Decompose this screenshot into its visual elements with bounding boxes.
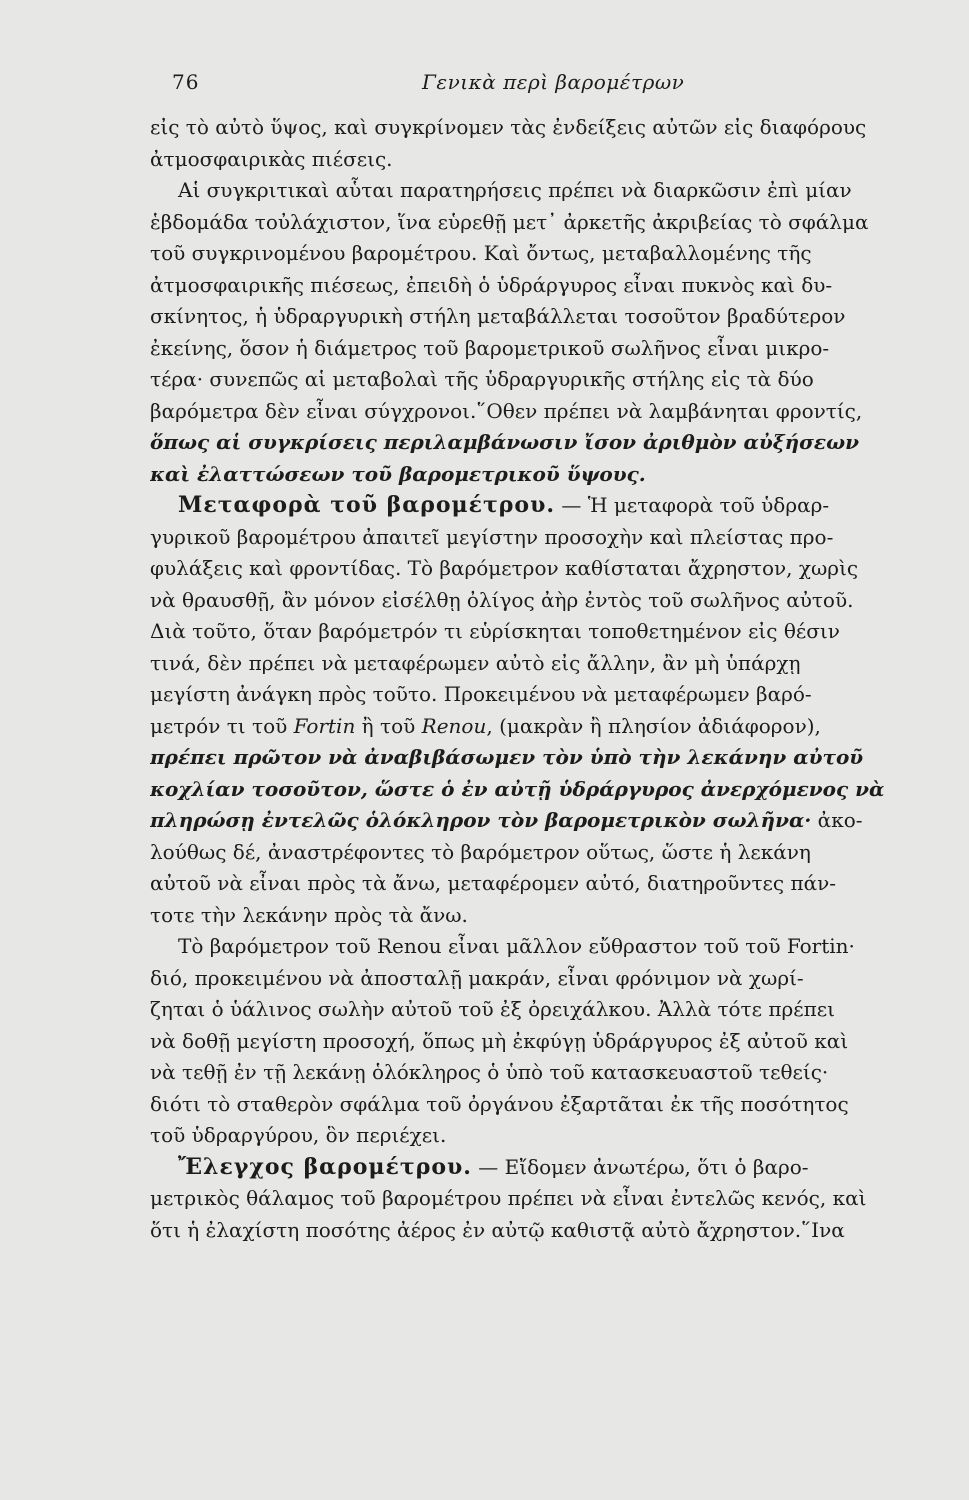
text-line: λούθως δέ, ἀναστρέφοντες τὸ βαρόμετρον οὕτως, ὥστε ἡ λεκάνη — [150, 839, 811, 864]
emphasis-line: ὅπως αἱ συγκρίσεις περιλαμβάνωσιν ἴσον ἀριθμὸν αὐξήσεων — [150, 430, 860, 454]
section-start-line — [150, 1152, 895, 1184]
text-line: γυρικοῦ βαρομέτρου ἀπαιτεῖ μεγίστην προσοχὴν καὶ πλείστας προ- — [150, 524, 834, 549]
text-line: νὰ θραυσθῇ, ἂν μόνον εἰσέλθῃ ὀλίγος ἀὴρ ἐντὸς τοῦ σωλῆνος αὐτοῦ. — [150, 587, 854, 612]
text-line: ἑβδομάδα τοὐλάχιστον, ἵνα εὑρεθῇ μετ᾽ ἀρκετῆς ἀκριβείας τὸ σφάλμα — [150, 209, 869, 234]
section-heading-check: Ἔλεγχος βαρομέτρου. — [178, 1153, 472, 1180]
text-line: ὅτι ἡ ἐλαχίστη ποσότης ἀέρος ἐν αὐτῷ καθιστᾷ αὐτὸ ἄχρηστον.῞Ινα — [150, 1217, 845, 1242]
text-line: ἐκείνης, ὅσον ἡ διάμετρος τοῦ βαρομετρικοῦ σωλῆνος εἶναι μικρο- — [150, 335, 830, 360]
text-line: τοτε τὴν λεκάνην πρὸς τὰ ἄνω. — [150, 902, 468, 927]
emphasis-line: καὶ ἐλαττώσεων τοῦ βαρομετρικοῦ ὕψους. — [150, 461, 646, 486]
text-line: βαρόμετρα δὲν εἶναι σύγχρονοι.῞Οθεν πρέπει νὰ λαμβάνηται φροντίς, — [150, 398, 863, 423]
text-line: νὰ δοθῇ μεγίστη προσοχή, ὅπως μὴ ἐκφύγῃ ὑδράργυρος ἐξ αὐτοῦ καὶ — [150, 1028, 849, 1053]
text-line: τοῦ ὑδραργύρου, ὃν περιέχει. — [150, 1123, 447, 1147]
page-number: 76 — [172, 70, 200, 94]
section-heading-transport: Μεταφορὰ τοῦ βαρομέτρου. — [178, 492, 556, 518]
paragraph-start-line: Τὸ βαρόμετρον τοῦ Renou εἶναι μᾶλλον εὔθραστον τοῦ τοῦ Fortin· — [178, 934, 855, 958]
text-line: τοῦ συγκρινομένου βαρομέτρου. Καὶ ὄντως, μεταβαλλομένης τῆς — [150, 241, 812, 265]
section-heading-continuation: — Εἴδομεν ἀνωτέρω, ὅτι ὁ βαρο- — [471, 1154, 809, 1179]
text-line: μετρικὸς θάλαμος τοῦ βαρομέτρου πρέπει νὰ εἶναι ἐντελῶς κενός, καὶ — [150, 1186, 867, 1210]
text-line: ἀτμοσφαιρικῆς πιέσεως, ἐπειδὴ ὁ ὑδράργυρος εἶναι πυκνὸς καὶ δυ- — [150, 272, 833, 297]
text-fragment: ἀκο- — [811, 808, 863, 832]
text-line: ἀτμοσφαιρικὰς πιέσεις. — [150, 146, 393, 171]
text-line: τινά, δὲν πρέπει νὰ μεταφέρωμεν αὐτὸ εἰς ἄλλην, ἂν μὴ ὑπάρχῃ — [150, 650, 801, 675]
text-line-with-names — [150, 711, 895, 743]
text-line: διότι τὸ σταθερὸν σφάλμα τοῦ ὀργάνου ἐξαρτᾶται ἐκ τῆς ποσότητος — [150, 1091, 849, 1116]
text-fragment: , (μακρὰν ἢ πλησίον ἀδιάφορον), — [486, 713, 821, 738]
emphasis-line: πρέπει πρῶτον νὰ ἀναβιβάσωμεν τὸν ὑπὸ τὴν λεκάνην αὐτοῦ — [150, 745, 864, 769]
section-start-line — [150, 490, 895, 522]
text-line: τέρα· συνεπῶς αἱ μεταβολαὶ τῆς ὑδραργυρικῆς στήλης εἰς τὰ δύο — [150, 367, 814, 391]
text-line: εἰς τὸ αὐτὸ ὕψος, καὶ συγκρίνομεν τὰς ἐνδείξεις αὐτῶν εἰς διαφόρους — [150, 115, 867, 139]
text-line: αὐτοῦ νὰ εἶναι πρὸς τὰ ἄνω, μεταφέρομεν αὐτό, διατηροῦντες πάν- — [150, 871, 837, 895]
section-heading-continuation: — Ἡ μεταφορὰ τοῦ ὑδραρ- — [555, 493, 830, 517]
text-line: ζηται ὁ ὑάλινος σωλὴν αὐτοῦ τοῦ ἐξ ὀρειχάλκου. Ἀλλὰ τότε πρέπει — [150, 997, 835, 1021]
mixed-emphasis-line — [150, 805, 895, 837]
text-line: μεγίστη ἀνάγκη πρὸς τοῦτο. Προκειμένου νὰ μεταφέρωμεν βαρό- — [150, 682, 812, 706]
text-line: Διὰ τοῦτο, ὅταν βαρόμετρόν τι εὑρίσκηται τοποθετημένον εἰς θέσιν — [150, 619, 840, 643]
text-line: νὰ τεθῇ ἐν τῇ λεκάνῃ ὁλόκληρος ὁ ὑπὸ τοῦ κατασκευαστοῦ τεθείς· — [150, 1060, 829, 1084]
text-line: φυλάξεις καὶ φροντίδας. Τὸ βαρόμετρον καθίσταται ἄχρηστον, χωρὶς — [150, 556, 859, 580]
text-fragment: ἢ τοῦ — [355, 713, 422, 738]
text-line: διό, προκειμένου νὰ ἀποσταλῇ μακράν, εἶναι φρόνιμον νὰ χωρί- — [150, 965, 804, 990]
page-header — [172, 64, 892, 104]
text-line: σκίνητος, ἡ ὑδραργυρικὴ στήλη μεταβάλλεται τοσοῦτον βραδύτερον — [150, 304, 846, 328]
running-title: Γενικὰ περὶ βαρομέτρων — [422, 70, 685, 94]
text-fragment: μετρόν τι τοῦ — [150, 713, 294, 738]
page-body — [150, 112, 895, 1246]
name-fortin: Fortin — [293, 713, 356, 738]
name-renou: Renou — [421, 713, 487, 738]
emphasis-fragment: πληρώσῃ ἐντελῶς ὁλόκληρον τὸν βαρομετρικὸν σωλῆνα· — [150, 808, 812, 832]
paragraph-start-line: Αἱ συγκριτικαὶ αὗται παρατηρήσεις πρέπει νὰ διαρκῶσιν ἐπὶ μίαν — [178, 178, 852, 202]
emphasis-line: κοχλίαν τοσοῦτον, ὥστε ὁ ἐν αὐτῇ ὑδράργυρος ἀνερχόμενος νὰ — [150, 776, 885, 801]
